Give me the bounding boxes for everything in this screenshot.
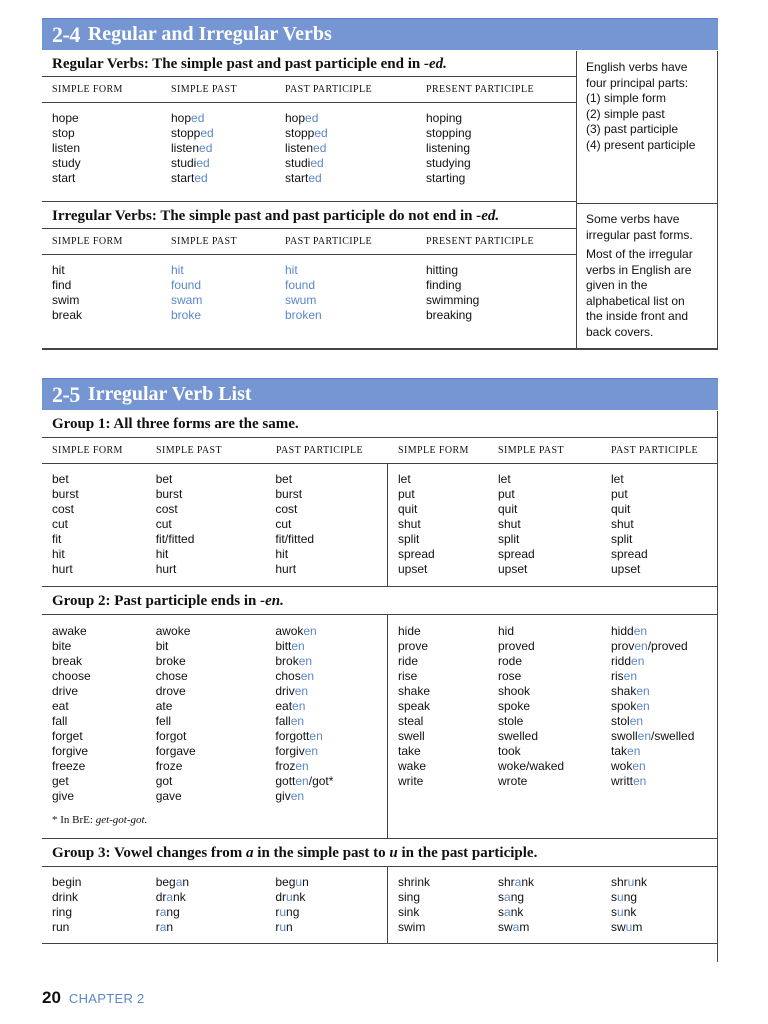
verb-form: woken bbox=[611, 759, 646, 773]
table-row bbox=[388, 472, 718, 487]
verb-form: hidden bbox=[611, 624, 648, 638]
verb-form: found bbox=[171, 278, 202, 292]
verb-form: chose bbox=[155, 669, 188, 683]
table-row bbox=[42, 171, 576, 186]
verb-form: studied bbox=[285, 156, 324, 170]
table-row bbox=[42, 547, 387, 562]
verb-form: burst bbox=[275, 487, 303, 501]
side-note-line: (3) past participle bbox=[586, 122, 679, 136]
col-past-participle: PAST PARTICIPLE bbox=[276, 445, 364, 456]
verb-form: swum bbox=[285, 293, 317, 307]
verb-form: drank bbox=[155, 890, 186, 904]
verb-form: woke/waked bbox=[498, 759, 565, 773]
verb-form: let bbox=[498, 472, 511, 486]
verb-form: upset bbox=[498, 562, 528, 576]
table-row bbox=[388, 532, 718, 547]
verb-form: wrote bbox=[498, 774, 528, 788]
verb-form: burst bbox=[155, 487, 183, 501]
verb-form: hurt bbox=[52, 562, 73, 576]
table-row bbox=[42, 156, 576, 171]
group1-rows bbox=[42, 464, 718, 586]
group2-rows bbox=[42, 615, 718, 838]
group1-right bbox=[388, 464, 718, 586]
verb-form: listened bbox=[285, 141, 327, 155]
table-row bbox=[42, 487, 387, 502]
verb-form: run bbox=[52, 920, 70, 934]
table-row bbox=[42, 905, 387, 920]
verb-form: swam bbox=[171, 293, 203, 307]
verb-form: wake bbox=[398, 759, 427, 773]
verb-form: proved bbox=[498, 639, 535, 653]
verb-form: freeze bbox=[52, 759, 86, 773]
table-row bbox=[42, 562, 387, 577]
table-row bbox=[42, 278, 576, 293]
side-note-line: (4) present participle bbox=[586, 137, 696, 152]
verb-form: shake bbox=[398, 684, 431, 698]
verb-form: study bbox=[52, 156, 81, 170]
verb-form: hoped bbox=[285, 111, 319, 125]
verb-form: bit bbox=[155, 639, 169, 653]
verb-form: fit bbox=[52, 532, 62, 546]
verb-form: swim bbox=[52, 293, 80, 307]
verb-form: begin bbox=[52, 875, 82, 889]
verb-form: put bbox=[398, 487, 415, 501]
verb-form: bite bbox=[52, 639, 72, 653]
verb-form: began bbox=[155, 875, 190, 889]
page-footer bbox=[42, 988, 145, 1008]
table-row bbox=[42, 126, 576, 141]
col-past-participle: PAST PARTICIPLE bbox=[285, 84, 373, 95]
verb-form: starting bbox=[426, 171, 466, 185]
verb-form: ride bbox=[398, 654, 419, 668]
table-row bbox=[42, 729, 387, 744]
verb-form: cost bbox=[155, 502, 178, 516]
table-row bbox=[42, 875, 387, 890]
table-row bbox=[42, 744, 387, 759]
verb-form: bet bbox=[155, 472, 173, 486]
table-row bbox=[42, 920, 387, 935]
verb-form: split bbox=[398, 532, 420, 546]
verb-form: broke bbox=[171, 308, 202, 322]
verb-form: hurt bbox=[155, 562, 177, 576]
table-row bbox=[42, 669, 387, 684]
table-row bbox=[42, 684, 387, 699]
verb-form: upset bbox=[398, 562, 428, 576]
regular-verbs-heading: Regular Verbs: The simple past and past participle end in -ed. bbox=[42, 50, 576, 77]
section-title: Regular and Irregular Verbs bbox=[87, 23, 332, 45]
verb-form: taken bbox=[611, 744, 641, 758]
verb-form: bet bbox=[275, 472, 293, 486]
verb-form: upset bbox=[611, 562, 641, 576]
verb-form: swimming bbox=[426, 293, 480, 307]
table-row bbox=[42, 111, 576, 126]
table-row bbox=[388, 890, 718, 905]
verb-form: choose bbox=[52, 669, 91, 683]
table-row bbox=[388, 547, 718, 562]
verb-form: risen bbox=[611, 669, 638, 683]
verb-form: hoped bbox=[171, 111, 205, 125]
verb-form: rise bbox=[398, 669, 418, 683]
verb-form: started bbox=[285, 171, 322, 185]
section-2-5 bbox=[42, 378, 718, 944]
side-note-line: verbs in English are bbox=[586, 262, 692, 277]
regular-verbs-table bbox=[42, 50, 576, 201]
table-row bbox=[388, 517, 718, 532]
irregular-verbs-table bbox=[42, 201, 576, 339]
verb-form: driven bbox=[275, 684, 309, 698]
verb-form: break bbox=[52, 654, 83, 668]
col-simple-form: SIMPLE FORM bbox=[52, 445, 123, 456]
section-2-4-title-bar bbox=[42, 18, 718, 50]
table-row bbox=[42, 263, 576, 278]
verb-form: spread bbox=[498, 547, 535, 561]
side-note-line: English verbs have bbox=[586, 60, 688, 74]
table-row bbox=[42, 472, 387, 487]
right-border bbox=[717, 51, 718, 348]
verb-form: cost bbox=[52, 502, 75, 516]
verb-form: swollen/swelled bbox=[611, 729, 695, 743]
verb-form: begun bbox=[275, 875, 309, 889]
verb-form: awake bbox=[52, 624, 87, 638]
verb-form: studied bbox=[171, 156, 210, 170]
verb-form: hit bbox=[275, 547, 289, 561]
verb-form: frozen bbox=[275, 759, 309, 773]
table-row bbox=[42, 654, 387, 669]
verb-form: shrunk bbox=[611, 875, 648, 889]
verb-form: sing bbox=[398, 890, 421, 904]
verb-form: listened bbox=[171, 141, 213, 155]
regular-rows bbox=[42, 103, 576, 201]
verb-form: cut bbox=[52, 517, 69, 531]
verb-form: quit bbox=[398, 502, 418, 516]
verb-form: run bbox=[275, 920, 293, 934]
verb-form: shut bbox=[498, 517, 521, 531]
verb-form: fallen bbox=[275, 714, 305, 728]
verb-form: chosen bbox=[275, 669, 315, 683]
verb-form: got bbox=[155, 774, 173, 788]
verb-form: started bbox=[171, 171, 208, 185]
table-row bbox=[388, 562, 718, 577]
verb-form: hit bbox=[52, 263, 65, 277]
verb-form: let bbox=[398, 472, 411, 486]
side-note-line: alphabetical list on bbox=[586, 293, 685, 308]
verb-form: spread bbox=[611, 547, 648, 561]
verb-form: give bbox=[52, 789, 75, 803]
table-row bbox=[42, 789, 387, 804]
side-note-line: Some verbs have bbox=[586, 212, 680, 226]
verb-form: swell bbox=[398, 729, 425, 743]
verb-form: eat bbox=[52, 699, 69, 713]
table-row bbox=[42, 502, 387, 517]
group2-left bbox=[42, 615, 387, 810]
verb-form: broken bbox=[285, 308, 322, 322]
table-row bbox=[42, 517, 387, 532]
verb-form: shook bbox=[498, 684, 531, 698]
verb-form: ring bbox=[52, 905, 73, 919]
table-row bbox=[42, 639, 387, 654]
group3-heading: Group 3: Vowel changes from a in the simple past to u in the past participle. bbox=[42, 838, 718, 867]
verb-form: rose bbox=[498, 669, 522, 683]
group2-heading: Group 2: Past participle ends in -en. bbox=[42, 586, 718, 615]
verb-form: write bbox=[398, 774, 424, 788]
verb-form: hope bbox=[52, 111, 79, 125]
table-row bbox=[388, 759, 718, 774]
verb-form: hit bbox=[155, 547, 169, 561]
table-row bbox=[388, 487, 718, 502]
table-row bbox=[388, 714, 718, 729]
table-row bbox=[42, 293, 576, 308]
verb-form: hit bbox=[171, 263, 184, 277]
verb-form: forgive bbox=[52, 744, 89, 758]
table-row bbox=[42, 532, 387, 547]
group2-left-column bbox=[42, 615, 388, 838]
verb-form: rode bbox=[498, 654, 523, 668]
verb-form: ate bbox=[155, 699, 173, 713]
table-row bbox=[388, 875, 718, 890]
verb-form: rang bbox=[155, 905, 180, 919]
verb-form: shut bbox=[611, 517, 634, 531]
verb-form: quit bbox=[498, 502, 518, 516]
verb-form: let bbox=[611, 472, 624, 486]
group1-heading: Group 1: All three forms are the same. bbox=[42, 410, 718, 438]
irregular-rows bbox=[42, 255, 576, 339]
verb-form: shut bbox=[398, 517, 421, 531]
verb-form: find bbox=[52, 278, 72, 292]
verb-form: burst bbox=[52, 487, 79, 501]
verb-form: studying bbox=[426, 156, 471, 170]
verb-form: broke bbox=[155, 654, 186, 668]
side-note-line: four principal parts: bbox=[586, 75, 689, 90]
page-number: 20 bbox=[42, 988, 61, 1007]
verb-form: hit bbox=[285, 263, 298, 277]
verb-form: steal bbox=[398, 714, 424, 728]
verb-form: gave bbox=[155, 789, 182, 803]
table-row bbox=[42, 308, 576, 323]
verb-form: spoken bbox=[611, 699, 650, 713]
verb-form: cut bbox=[155, 517, 172, 531]
side-note-line: the inside front and bbox=[586, 309, 689, 323]
verb-form: prove bbox=[398, 639, 429, 653]
table-row bbox=[42, 714, 387, 729]
regular-column-headers bbox=[42, 77, 576, 103]
verb-form: split bbox=[498, 532, 520, 546]
verb-form: bitten bbox=[275, 639, 305, 653]
irregular-column-headers bbox=[42, 229, 576, 255]
verb-form: spoke bbox=[498, 699, 531, 713]
verb-form: swim bbox=[398, 920, 426, 934]
col-present-participle: PRESENT PARTICIPLE bbox=[426, 236, 535, 247]
verb-form: listen bbox=[52, 141, 81, 155]
verb-form: hit bbox=[52, 547, 65, 561]
verb-form: fit/fitted bbox=[275, 532, 315, 546]
verb-form: listening bbox=[426, 141, 471, 155]
group2-right bbox=[388, 615, 718, 838]
verb-form: eaten bbox=[275, 699, 306, 713]
section-number: 2-5 bbox=[52, 381, 80, 407]
table-row bbox=[42, 759, 387, 774]
col-simple-past: SIMPLE PAST bbox=[498, 445, 564, 456]
verb-form: forgiven bbox=[275, 744, 319, 758]
verb-form: awoken bbox=[275, 624, 317, 638]
table-row bbox=[42, 890, 387, 905]
verb-form: take bbox=[398, 744, 421, 758]
verb-form: start bbox=[52, 171, 76, 185]
irregular-verbs-heading: Irregular Verbs: The simple past and past participle do not end in -ed. bbox=[42, 202, 576, 229]
table-row bbox=[388, 699, 718, 714]
verb-form: speak bbox=[398, 699, 431, 713]
table-row bbox=[388, 684, 718, 699]
col-simple-form: SIMPLE FORM bbox=[52, 236, 123, 247]
verb-form: swelled bbox=[498, 729, 539, 743]
footnote: * In BrE: get-got-got. bbox=[52, 814, 148, 826]
table-row bbox=[388, 920, 718, 935]
table-row bbox=[42, 699, 387, 714]
verb-form: quit bbox=[611, 502, 631, 516]
table-row bbox=[388, 669, 718, 684]
col-simple-form: SIMPLE FORM bbox=[52, 84, 123, 95]
side-note-irregular-forms bbox=[577, 206, 717, 340]
group3-left bbox=[42, 867, 388, 943]
table-row bbox=[388, 905, 718, 920]
verb-form: fall bbox=[52, 714, 68, 728]
verb-form: broken bbox=[275, 654, 313, 668]
table-row bbox=[42, 624, 387, 639]
table-row bbox=[388, 502, 718, 517]
verb-form: hide bbox=[398, 624, 421, 638]
table-row bbox=[388, 744, 718, 759]
verb-form: ridden bbox=[611, 654, 645, 668]
verb-form: hurt bbox=[275, 562, 297, 576]
verb-form: sank bbox=[498, 905, 524, 919]
verb-form: get bbox=[52, 774, 69, 788]
verb-form: stole bbox=[498, 714, 524, 728]
table-row bbox=[388, 654, 718, 669]
right-border bbox=[717, 411, 718, 962]
verb-form: gotten/got* bbox=[275, 774, 334, 788]
verb-form: drove bbox=[155, 684, 186, 698]
verb-form: break bbox=[52, 308, 83, 322]
col-simple-past: SIMPLE PAST bbox=[171, 236, 237, 247]
section-2-4-bottom-rule bbox=[42, 348, 718, 350]
verb-form: finding bbox=[426, 278, 462, 292]
verb-form: spread bbox=[398, 547, 435, 561]
verb-form: given bbox=[275, 789, 305, 803]
verb-form: written bbox=[611, 774, 647, 788]
verb-form: froze bbox=[155, 759, 183, 773]
table-row bbox=[42, 141, 576, 156]
verb-form: split bbox=[611, 532, 633, 546]
group3-rows bbox=[42, 867, 718, 943]
col-past-participle: PAST PARTICIPLE bbox=[611, 445, 699, 456]
col-simple-form: SIMPLE FORM bbox=[398, 445, 469, 456]
table-row bbox=[388, 624, 718, 639]
verb-form: put bbox=[611, 487, 628, 501]
group3-right bbox=[388, 867, 718, 943]
verb-form: shrank bbox=[498, 875, 535, 889]
verb-form: stop bbox=[52, 126, 75, 140]
side-note-line: given in the bbox=[586, 278, 648, 292]
verb-form: cut bbox=[275, 517, 292, 531]
verb-form: shrink bbox=[398, 875, 431, 889]
verb-form: cost bbox=[275, 502, 298, 516]
verb-form: awoke bbox=[155, 624, 191, 638]
verb-form: sung bbox=[611, 890, 638, 904]
verb-form: shaken bbox=[611, 684, 650, 698]
side-note-line: Most of the irregular bbox=[586, 247, 693, 261]
group1-left bbox=[42, 464, 388, 586]
table-row bbox=[388, 729, 718, 744]
verb-form: swum bbox=[611, 920, 643, 934]
section-number: 2-4 bbox=[52, 21, 80, 47]
verb-form: hid bbox=[498, 624, 515, 638]
verb-form: swam bbox=[498, 920, 530, 934]
table-row bbox=[388, 639, 718, 654]
verb-form: fit/fitted bbox=[155, 532, 195, 546]
table-row bbox=[388, 774, 718, 789]
verb-form: bet bbox=[52, 472, 69, 486]
verb-form: sunk bbox=[611, 905, 637, 919]
verb-form: drunk bbox=[275, 890, 306, 904]
verb-form: ran bbox=[155, 920, 174, 934]
side-note-divider bbox=[576, 203, 717, 204]
verb-form: forgot bbox=[155, 729, 187, 743]
col-simple-past: SIMPLE PAST bbox=[156, 445, 222, 456]
verb-form: drink bbox=[52, 890, 79, 904]
side-note-line: (1) simple form bbox=[586, 91, 667, 105]
verb-form: rung bbox=[275, 905, 300, 919]
verb-form: breaking bbox=[426, 308, 473, 322]
section-title: Irregular Verb List bbox=[87, 383, 252, 405]
side-note-principal-parts bbox=[577, 54, 717, 153]
verb-form: took bbox=[498, 744, 521, 758]
verb-form: forget bbox=[52, 729, 83, 743]
verb-form: forgotten bbox=[275, 729, 323, 743]
col-simple-past: SIMPLE PAST bbox=[171, 84, 237, 95]
side-note-line: irregular past forms. bbox=[586, 227, 693, 242]
chapter-label: CHAPTER 2 bbox=[68, 991, 145, 1006]
verb-form: stopping bbox=[426, 126, 472, 140]
side-note-line: (2) simple past bbox=[586, 106, 665, 121]
table-row bbox=[42, 774, 387, 789]
verb-form: forgave bbox=[155, 744, 196, 758]
verb-form: found bbox=[285, 278, 316, 292]
section-2-5-title-bar bbox=[42, 378, 718, 410]
verb-form: hitting bbox=[426, 263, 459, 277]
verb-form: stopped bbox=[171, 126, 214, 140]
verb-form: sink bbox=[398, 905, 420, 919]
verb-form: fell bbox=[155, 714, 172, 728]
verb-form: stopped bbox=[285, 126, 328, 140]
verb-list-column-headers bbox=[42, 438, 718, 464]
verb-form: drive bbox=[52, 684, 79, 698]
col-past-participle: PAST PARTICIPLE bbox=[285, 236, 373, 247]
verb-form: sang bbox=[498, 890, 525, 904]
col-present-participle: PRESENT PARTICIPLE bbox=[426, 84, 535, 95]
verb-form: hoping bbox=[426, 111, 463, 125]
verb-form: put bbox=[498, 487, 515, 501]
verb-form: proven/proved bbox=[611, 639, 688, 653]
side-note-line: back covers. bbox=[586, 324, 654, 339]
verb-form: stolen bbox=[611, 714, 644, 728]
